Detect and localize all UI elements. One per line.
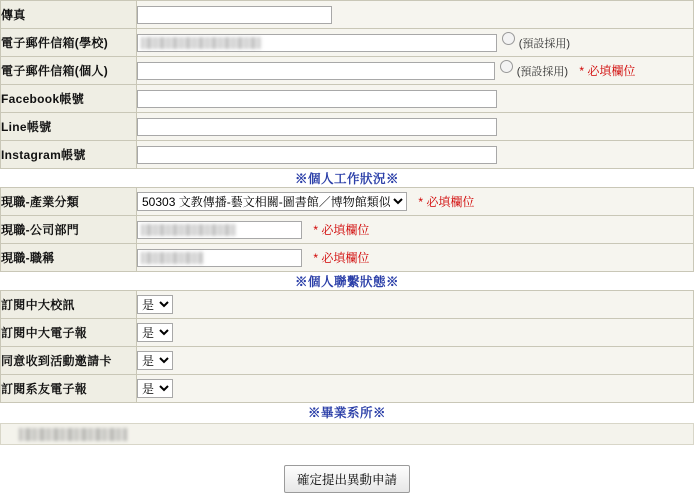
cell-subscribe-bulletin xyxy=(137,291,694,319)
table-row-event-invite xyxy=(1,347,694,375)
department-blur-wrap xyxy=(137,221,302,239)
cell-alumni-enews xyxy=(137,375,694,403)
email-personal-input[interactable] xyxy=(137,62,495,80)
email-personal-required-note: * 必填欄位 xyxy=(579,64,636,78)
alumni-enews-select[interactable] xyxy=(137,379,173,398)
table-row-line xyxy=(1,113,694,141)
table-row-email-school xyxy=(1,29,694,57)
table-row-jobtitle xyxy=(1,244,694,272)
event-invite-select[interactable] xyxy=(137,351,173,370)
redaction-overlay xyxy=(19,428,127,441)
cell-event-invite xyxy=(137,347,694,375)
jobtitle-input[interactable] xyxy=(137,249,302,267)
jobtitle-blur-wrap xyxy=(137,249,302,267)
section-contact-status-row xyxy=(1,272,694,291)
cell-fax xyxy=(137,1,694,29)
label-subscribe-bulletin: 訂閱中大校訊 xyxy=(1,291,137,319)
email-school-input[interactable] xyxy=(137,34,497,52)
department-input[interactable] xyxy=(137,221,302,239)
label-department: 現職-公司部門 xyxy=(1,216,137,244)
email-school-blur-wrap xyxy=(137,34,497,52)
submit-change-request-button[interactable]: 確定提出異動申請 xyxy=(284,465,410,493)
table-row-department xyxy=(1,216,694,244)
label-instagram: Instagram帳號 xyxy=(1,141,137,169)
section-title-contact-status: ※個人聯繫狀態※ xyxy=(294,275,399,289)
facebook-input[interactable] xyxy=(137,90,497,108)
section-graduate-dept-row xyxy=(1,403,694,422)
email-personal-default-radio[interactable] xyxy=(500,60,513,73)
label-industry: 現職-產業分類 xyxy=(1,188,137,216)
label-alumni-enews: 訂閱系友電子報 xyxy=(1,375,137,403)
cell-department xyxy=(137,216,694,244)
label-subscribe-enews: 訂閱中大電子報 xyxy=(1,319,137,347)
department-required-note: * 必填欄位 xyxy=(313,223,370,237)
instagram-input[interactable] xyxy=(137,146,497,164)
label-fax: 傳真 xyxy=(1,1,137,29)
jobtitle-required-note: * 必填欄位 xyxy=(313,251,370,265)
industry-required-note: * 必填欄位 xyxy=(418,195,475,209)
cell-facebook xyxy=(137,85,694,113)
section-contact-status-cell xyxy=(1,272,694,291)
cell-email-personal xyxy=(137,57,694,85)
table-row-subscribe-bulletin xyxy=(1,291,694,319)
table-row-fax xyxy=(1,1,694,29)
email-school-default-note: (預設採用) xyxy=(518,37,571,50)
table-row-instagram xyxy=(1,141,694,169)
table-row-industry xyxy=(1,188,694,216)
label-email-personal: 電子郵件信箱(個人) xyxy=(1,57,137,85)
cell-line xyxy=(137,113,694,141)
label-jobtitle: 現職-職稱 xyxy=(1,244,137,272)
cell-email-school xyxy=(137,29,694,57)
label-email-school: 電子郵件信箱(學校) xyxy=(1,29,137,57)
label-facebook: Facebook帳號 xyxy=(1,85,137,113)
subscribe-enews-select[interactable] xyxy=(137,323,173,342)
email-personal-default-note: (預設採用) xyxy=(516,65,569,78)
cell-jobtitle xyxy=(137,244,694,272)
industry-select[interactable] xyxy=(137,192,407,211)
label-line: Line帳號 xyxy=(1,113,137,141)
table-row-email-personal xyxy=(1,57,694,85)
section-title-work-status: ※個人工作狀況※ xyxy=(294,172,399,186)
fax-input[interactable] xyxy=(137,6,332,24)
section-work-status-row xyxy=(1,169,694,188)
cell-subscribe-enews xyxy=(137,319,694,347)
email-school-default-radio[interactable] xyxy=(502,32,515,45)
cell-instagram xyxy=(137,141,694,169)
section-graduate-dept-cell xyxy=(1,403,694,422)
cell-industry xyxy=(137,188,694,216)
table-row-alumni-enews xyxy=(1,375,694,403)
table-row-subscribe-enews xyxy=(1,319,694,347)
label-event-invite: 同意收到活動邀請卡 xyxy=(1,347,137,375)
section-title-graduate-dept: ※畢業系所※ xyxy=(307,406,386,420)
subscribe-bulletin-select[interactable] xyxy=(137,295,173,314)
graduate-dept-box xyxy=(0,423,694,445)
table-row-facebook xyxy=(1,85,694,113)
submit-area xyxy=(0,445,694,493)
section-work-status-cell xyxy=(1,169,694,188)
line-input[interactable] xyxy=(137,118,497,136)
